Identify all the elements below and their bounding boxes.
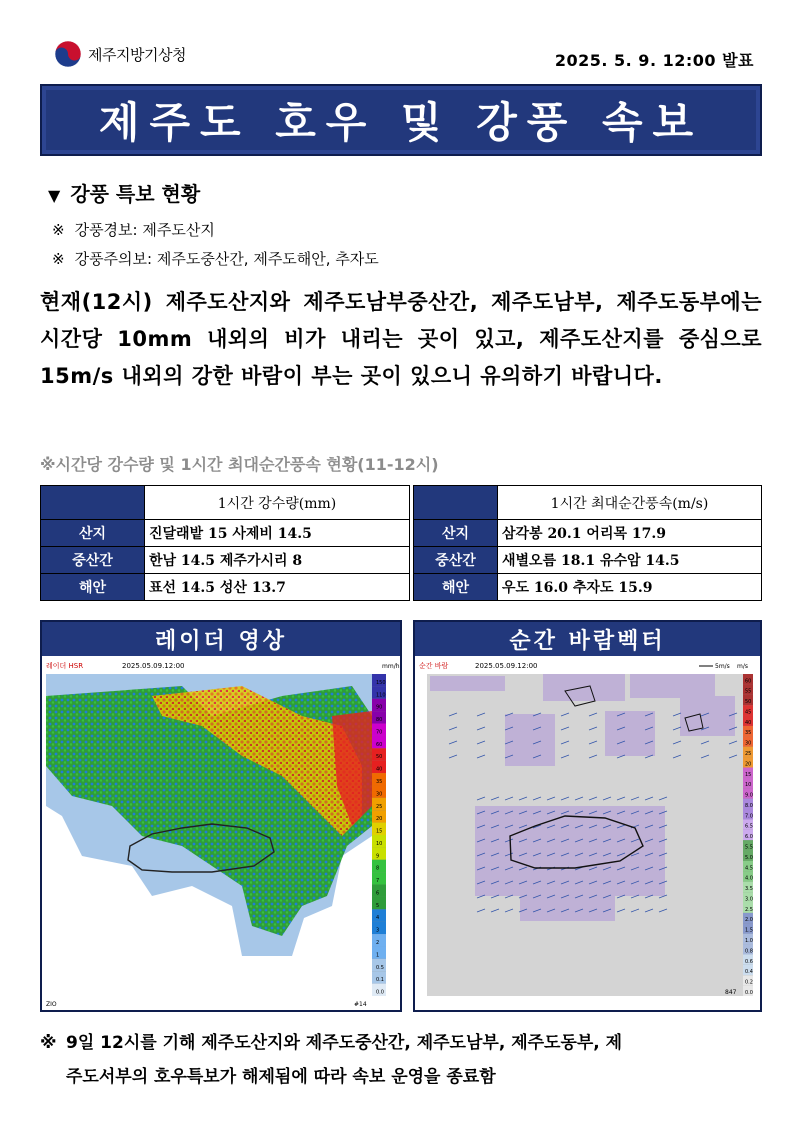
legend-tick-label: 0.8 xyxy=(745,948,753,955)
summary-paragraph: 현재(12시) 제주도산지와 제주도남부중산간, 제주도남부, 제주도동부에는 시간당 10mm 내외의 비가 내리는 곳이 있고, 제주도산지를 중심으로 15m/s 내외의 강한 바람이 부는 곳이 있으니 유의하기 바랍니다. xyxy=(40,290,762,388)
legend-tick-label: 9 xyxy=(376,853,380,860)
region-label: 중산간 xyxy=(41,547,145,574)
agency-name: 제주지방기상청 xyxy=(88,45,186,64)
notice-text: 강풍경보: 제주도산지 xyxy=(74,221,215,239)
observation-caption: ※시간당 강수량 및 1시간 최대순간풍속 현황(11-12시) xyxy=(40,455,439,474)
legend-tick-label: 4 xyxy=(376,915,380,922)
legend-tick-label: 1 xyxy=(376,952,380,959)
region-label: 산지 xyxy=(41,520,145,547)
legend-tick-label: 60 xyxy=(745,678,752,685)
legend-tick-label: 150 xyxy=(376,679,386,686)
legend-tick-label: 25 xyxy=(376,803,383,810)
legend-tick-label: 5.5 xyxy=(745,844,753,851)
gust-table xyxy=(413,485,762,601)
legend-tick-label: 0.0 xyxy=(376,989,384,996)
region-label: 해안 xyxy=(41,574,145,601)
legend-tick-label: 50 xyxy=(376,754,383,761)
rainfall-values: 한남 14.5 제주가시리 8 xyxy=(145,547,410,574)
triangle-down-icon: ▼ xyxy=(48,186,61,205)
region-label: 산지 xyxy=(414,520,498,547)
legend-tick-label: 0.6 xyxy=(745,958,753,965)
legend-tick-label: 2.0 xyxy=(745,917,753,924)
legend-tick-label: 8.0 xyxy=(745,802,753,809)
wind-unit: m/s xyxy=(737,663,748,670)
notice-strong-wind-warning xyxy=(52,219,215,240)
notice-strong-wind-advisory xyxy=(52,248,379,269)
legend-tick-label: 15 xyxy=(745,771,752,778)
title-banner xyxy=(40,84,762,156)
legend-tick-label: 2.5 xyxy=(745,906,753,913)
gust-values: 우도 16.0 추자도 15.9 xyxy=(498,574,762,601)
radar-panel-title: 레이더 영상 xyxy=(42,622,400,656)
wind-corner-right: 847 xyxy=(725,989,737,996)
footer-line-1: 9일 12시를 기해 제주도산지와 제주도중산간, 제주도남부, 제주도동부, 제 xyxy=(66,1033,623,1053)
region-label: 중산간 xyxy=(414,547,498,574)
wind-vector-image xyxy=(415,656,760,1010)
legend-tick-label: 3 xyxy=(376,927,380,934)
legend-tick-label: 5.0 xyxy=(745,854,753,861)
legend-tick-label: 1.0 xyxy=(745,937,753,944)
legend-tick-label: 40 xyxy=(745,719,752,726)
wind-timestamp: 2025.05.09.12:00 xyxy=(475,662,538,670)
legend-tick-label: 35 xyxy=(376,778,383,785)
legend-tick-label: 7 xyxy=(376,878,380,885)
legend-tick-label: 6 xyxy=(376,890,380,897)
legend-tick-label: 7.0 xyxy=(745,813,753,820)
legend-tick-label: 80 xyxy=(376,717,383,724)
gust-values: 새별오름 18.1 유수암 14.5 xyxy=(498,547,762,574)
legend-tick-label: 2 xyxy=(376,939,380,946)
legend-tick-label: 35 xyxy=(745,730,752,737)
radar-label: 레이더 HSR xyxy=(46,662,84,670)
table-corner xyxy=(414,486,498,520)
legend-tick-label: 10 xyxy=(376,840,383,847)
issue-datetime: 2025. 5. 9. 12:00 발표 xyxy=(554,51,754,70)
legend-tick-label: 9.0 xyxy=(745,792,753,799)
header xyxy=(54,38,754,78)
radar-corner-left: ZIO xyxy=(46,1001,57,1008)
footer-note xyxy=(40,1026,762,1094)
radar-timestamp: 2025.05.09.12:00 xyxy=(122,662,185,670)
wind-label: 순간 바람 xyxy=(419,662,449,670)
legend-tick-label: 90 xyxy=(376,704,383,711)
radar-panel xyxy=(40,620,402,1012)
rainfall-values: 표선 14.5 성산 13.7 xyxy=(145,574,410,601)
agency-logo xyxy=(54,40,186,68)
wind-legend xyxy=(743,674,753,996)
legend-tick-label: 4.5 xyxy=(745,865,753,872)
legend-tick-label: 45 xyxy=(745,709,752,716)
legend-tick-label: 4.0 xyxy=(745,875,753,882)
section-heading-text: 강풍 특보 현황 xyxy=(70,182,201,206)
reference-mark-icon: ※ xyxy=(52,250,65,268)
legend-tick-label: 0.5 xyxy=(376,964,384,971)
region-label: 해안 xyxy=(414,574,498,601)
legend-tick-label: 55 xyxy=(745,688,752,695)
legend-tick-label: 50 xyxy=(745,699,752,706)
legend-tick-label: 40 xyxy=(376,766,383,773)
page-title: 제주도 호우 및 강풍 속보 xyxy=(98,98,704,147)
section-heading xyxy=(48,178,200,207)
wind-panel-title: 순간 바람벡터 xyxy=(415,622,760,656)
legend-tick-label: 30 xyxy=(745,740,752,747)
legend-tick-label: 3.5 xyxy=(745,886,753,893)
reference-mark-icon: ※ xyxy=(52,221,65,239)
legend-tick-label: 20 xyxy=(745,761,752,768)
legend-tick-label: 15 xyxy=(376,828,383,835)
rainfall-table xyxy=(40,485,410,601)
gust-table-header: 1시간 최대순간풍속(m/s) xyxy=(498,486,762,520)
legend-tick-label: 10 xyxy=(745,782,752,789)
wind-vector-panel xyxy=(413,620,762,1012)
rainfall-values: 진달래밭 15 사제비 14.5 xyxy=(145,520,410,547)
rainfall-table-header: 1시간 강수량(mm) xyxy=(145,486,410,520)
legend-tick-label: 25 xyxy=(745,751,752,758)
radar-unit: mm/h xyxy=(382,663,400,670)
footer-line-2: 주도서부의 호우특보가 해제됨에 따라 속보 운영을 종료함 xyxy=(66,1067,496,1087)
legend-tick-label: 1.5 xyxy=(745,927,753,934)
legend-tick-label: 0.0 xyxy=(745,989,753,996)
legend-tick-label: 30 xyxy=(376,791,383,798)
radar-image xyxy=(42,656,400,1010)
legend-tick-label: 20 xyxy=(376,816,383,823)
legend-tick-label: 0.1 xyxy=(376,977,384,984)
legend-tick-label: 0.4 xyxy=(745,969,753,976)
notice-text: 강풍주의보: 제주도중산간, 제주도해안, 추자도 xyxy=(74,250,379,268)
reference-mark-icon: ※ xyxy=(40,1033,57,1053)
legend-tick-label: 70 xyxy=(376,729,383,736)
legend-tick-label: 0.2 xyxy=(745,979,753,986)
radar-corner-right: #14 xyxy=(354,1001,367,1008)
legend-tick-label: 6.0 xyxy=(745,834,753,841)
legend-tick-label: 60 xyxy=(376,741,383,748)
legend-tick-label: 3.0 xyxy=(745,896,753,903)
wind-scale-label: 5m/s xyxy=(715,663,730,670)
table-corner xyxy=(41,486,145,520)
legend-tick-label: 110 xyxy=(376,692,386,699)
legend-tick-label: 6.5 xyxy=(745,823,753,830)
legend-tick-label: 8 xyxy=(376,865,380,872)
taegeuk-icon xyxy=(54,40,82,68)
radar-legend xyxy=(372,674,386,996)
legend-tick-label: 5 xyxy=(376,902,380,909)
gust-values: 삼각봉 20.1 어리목 17.9 xyxy=(498,520,762,547)
